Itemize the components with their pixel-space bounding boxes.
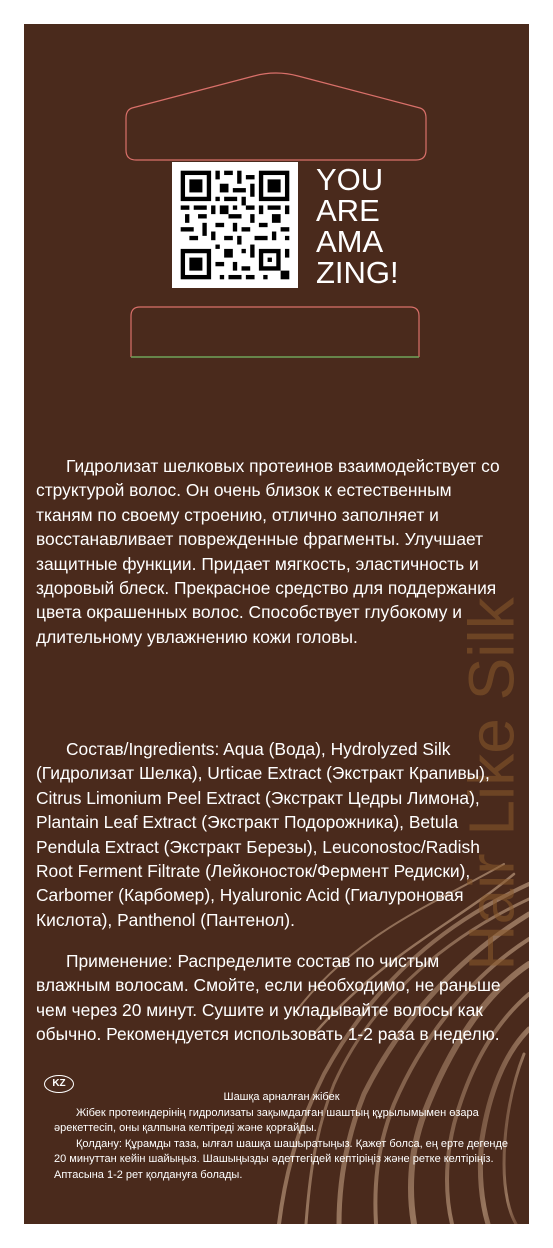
tagline-line-1: YOU [316,162,384,197]
usage-text: Применение: Распределите состав по чистым влажным волосам. Смойте, если необходимо, не раньше чем через 20 минут. Сушите и укладывайте волосы как обычно. Рекомендуется использовать 1-2 раза в неделю. [36,951,501,1045]
tagline [316,164,406,288]
description-text: Гидролизат шелковых протеинов взаимодействует со структурой волос. Он очень близок к естественным тканям по своему строению, отлично заполняет и восстанавливает поврежденные фрагменты. Улучшает защитные функции. Придает мягкость, эластичность и здоровый блеск. Прекрасное средство для поддержания цвета окрашенных волос. Способствует глубокому и длительному увлажнению кожи головы. [36,456,500,647]
kz-title: Шашқа арналған жібек [223,1091,340,1103]
brand-name-text: Hair Like Silk [456,597,528,971]
qr-code[interactable] [172,162,298,288]
tagline-line-4: ZING! [316,255,399,290]
kz-language-badge: KZ [44,1075,74,1093]
label-frame [130,306,420,358]
kz-description-text: Жібек протеиндерінің гидролизаты зақымдалған шаштың құрылымымен өзара әрекеттесіп, оны қалпына келтіреді және қорғайды. [54,1106,479,1134]
ingredients-paragraph [36,737,511,932]
hang-hole-outline [120,68,432,163]
ingredients-text: Состав/Ingredients: Aqua (Вода), Hydrolyzed Silk (Гидролизат Шелка), Urticae Extract (Экстракт Крапивы), Citrus Limonium Peel Extract (Экстракт Цедры Лимона), Plantain Leaf Extract (Экстракт Подорожника), Betula Pendula Extract (Экстракт Березы), Leuconostoc/Radish Root Ferment Filtrate (Лейконосток/Фермент Редиски), Carbomer (Карбомер), Hyaluronic Acid (Гиалуроновая Кислота), Panthenol (Пантенол). [36,739,490,930]
tagline-line-2: ARE [316,193,380,228]
description-paragraph [36,454,511,649]
kz-description [54,1106,509,1137]
qr-code-icon [172,162,298,288]
kz-usage-text: Қолдану: Құрамды таза, ылғал шашқа шашыратыңыз. Қажет болса, ең ерте дегенде 20 минуттан кейін шайыңыз. Шашыңызды әдеттегідей кептіріңіз және ретке келтіріңіз. Аптасына 1-2 рет қолдануға болады. [54,1137,509,1181]
usage-paragraph [36,949,511,1047]
product-label-panel [24,24,529,1224]
kz-translation [54,1090,509,1183]
kz-usage [54,1137,509,1184]
tagline-line-3: AMA [316,224,384,259]
